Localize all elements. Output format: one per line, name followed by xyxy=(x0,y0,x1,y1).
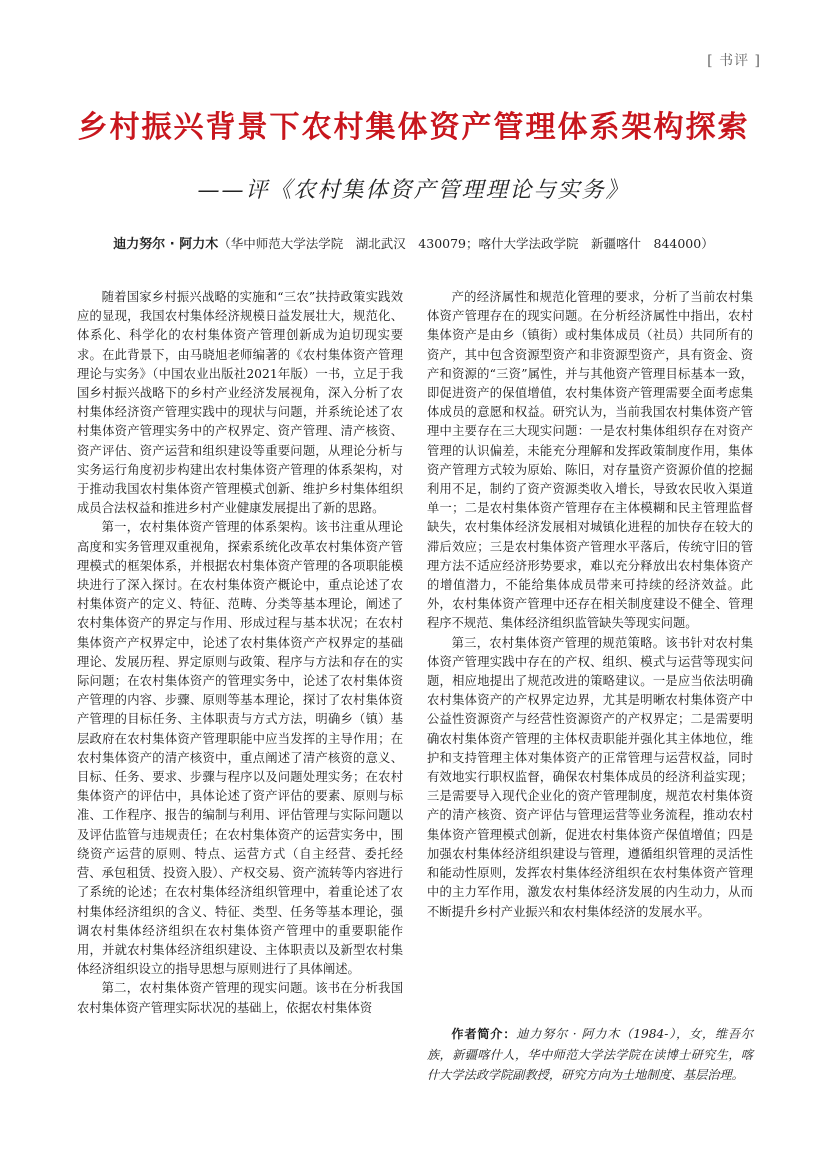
paragraph: 第一，农村集体资产管理的体系架构。该书注重从理论高度和实务管理双重视角，探索系统化改革农村集体资产管理模式的框架体系，并根据农村集体资产管理的各项职能模块进行了深入探讨。在农村集体资产概论中，重点论述了农村集体资产的定义、特征、范畴、分类等基本理论，阐述了农村集体资产的界定与作用、形成过程与基本状况；在农村集体资产产权界定中，论述了农村集体资产产权界定的基础理论、发展历程、界定原则与政策、程序与方法和存在的实际问题；在农村集体资产的管理实务中，论述了农村集体资产管理的内容、步骤、原则等基本理论，探讨了农村集体资产管理的目标任务、主体职责与方式方法，明确乡（镇）基层政府在农村集体资产管理职能中应当发挥的主导作用；在农村集体资产的清产核资中，重点阐述了清产核资的意义、目标、任务、要求、步骤与程序以及问题处理实务；在农村集体资产的评估中，具体论述了资产评估的要素、原则与标准、工作程序、报告的编制与利用、评估管理与实际问题以及评估监管与违规责任；在农村集体资产的运营实务中，围绕资产运营的原则、特点、运营方式（自主经营、委托经营、承包租赁、投资入股）、产权交易、资产流转等内容进行了系统的论述；在农村集体经济组织管理中，着重论述了农村集体经济组织的含义、特征、类型、任务等基本理论，强调农村集体经济组织在农村集体资产管理中的重要职能作用，并就农村集体经济组织建设、主体职责以及新型农村集体经济组织设立的指导思想与原则进行了具体阐述。 xyxy=(77,520,403,977)
author-bio-text: 迪力努尔 · 阿力木（1984-），女，维吾尔族，新疆喀什人，华中师范大学法学院在读博士研究生，喀什大学法政学院副教授，研究方向为土地制度、基层治理。 xyxy=(427,1027,754,1082)
author-bio xyxy=(427,1024,753,1086)
author-name: 迪力努尔 · 阿力木 xyxy=(113,237,219,252)
body-column-left xyxy=(77,288,403,1018)
paragraph: 产的经济属性和规范化管理的要求，分析了当前农村集体资产管理存在的现实问题。在分析经济属性中指出，农村集体资产是由乡（镇街）或村集体成员（社员）共同所有的资产，其中包含资源型资产和非资源型资产，具有资金、资产和资源的“三资”属性，并与其他资产管理目标基本一致，即促进资产的保值增值，农村集体资产管理需要全面考虑集体成员的意愿和权益。研究认为，当前我国农村集体资产管理中主要存在三大现实问题：一是农村集体组织存在对资产管理的认识偏差，未能充分理解和发挥政策制度作用，集体资产管理方式较为原始、陈旧，对存量资产资源价值的挖掘利用不足，制约了资产资源类收入增长，导致农民收入渠道单一；二是农村集体资产管理存在主体模糊和民主管理监督缺失，农村集体经济发展相对城镇化进程的加快存在较大的滞后效应；三是农村集体资产管理水平落后，传统守旧的管理方法不适应经济形势要求，难以充分释放出农村集体资产的增值潜力，不能给集体成员带来可持续的经济效益。此外，农村集体资产管理中还存在相关制度建设不健全、管理程序不规范、集体经济组织监管缺失等现实问题。 xyxy=(427,290,753,631)
author-bio-label: 作者简介： xyxy=(451,1027,517,1041)
section-tag: [ 书评 ] xyxy=(707,53,761,69)
paragraph: 第二，农村集体资产管理的现实问题。该书在分析我国农村集体资产管理实际状况的基础上，依据农村集体资 xyxy=(77,981,403,1015)
paragraph: 随着国家乡村振兴战略的实施和“三农”扶持政策实践效应的显现，我国农村集体经济规模日益发展壮大，规范化、体系化、科学化的农村集体资产管理创新成为迫切现实要求。在此背景下，由马晓旭老师编著的《农村集体资产管理理论与实务》（中国农业出版社2021年版）一书，立足于我国乡村振兴战略下的乡村产业经济发展视角，深入分析了农村集体经济资产管理实践中的现状与问题，并系统论述了农村集体资产管理实务中的产权界定、资产管理、清产核资、资产评估、资产运营和组织建设等重要问题，从理论分析与实务运行角度初步构建出农村集体资产管理的体系架构，对于推动我国农村集体资产管理模式创新、维护乡村集体组织成员合法权益和推进乡村产业健康发展提出了新的思路。 xyxy=(77,290,403,516)
article-subtitle: ——评《农村集体资产管理理论与实务》 xyxy=(197,178,630,203)
article-title: 乡村振兴背景下农村集体资产管理体系架构探索 xyxy=(77,110,750,145)
author-affiliation: （华中师范大学法学院 湖北武汉 430079；喀什大学法政学院 新疆喀什 844000） xyxy=(218,236,714,251)
body-column-right xyxy=(427,288,753,922)
paragraph: 第三，农村集体资产管理的规范策略。该书针对农村集体资产管理实践中存在的产权、组织、模式与运营等现实问题，相应地提出了规范改进的策略建议。一是应当依法明确农村集体资产的产权界定边界，尤其是明晰农村集体资产中公益性资源资产与经营性资源资产的产权界定；二是需要明确农村集体资产管理的主体权责职能并强化其主体地位，维护和支持管理主体对集体资产的正常管理与运营权益，同时有效地实行职权监督，确保农村集体成员的经济利益实现；三是需要导入现代企业化的资产管理制度，规范农村集体资产的清产核资、资产评估与管理运营等业务流程，推动农村集体资产管理模式创新，促进农村集体资产保值增值；四是加强农村集体经济组织建设与管理，遵循组织管理的灵活性和能动性原则，发挥农村集体经济组织在农村集体资产管理中的主力军作用，激发农村集体经济发展的内生动力，从而不断提升乡村产业振兴和农村集体经济的发展水平。 xyxy=(427,635,753,919)
author-line xyxy=(0,234,827,255)
